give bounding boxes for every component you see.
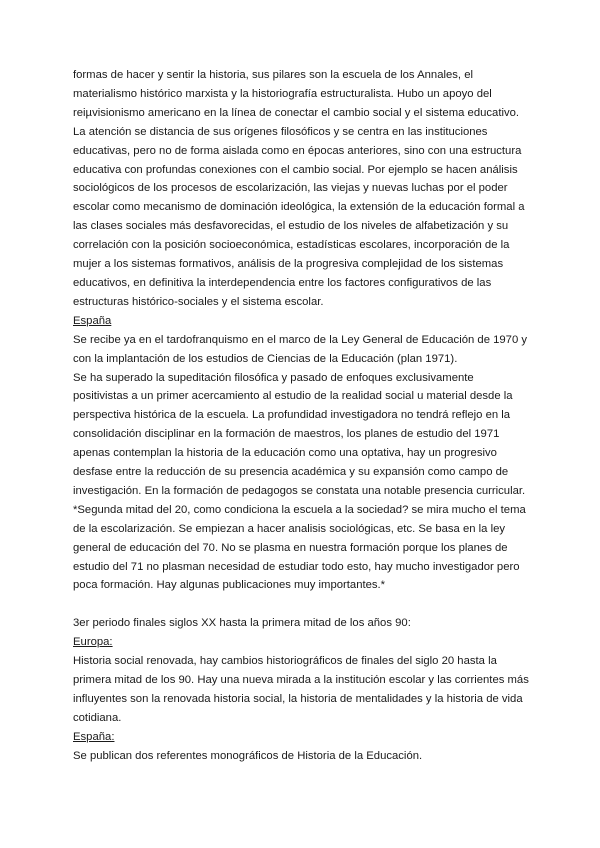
heading-europa: Europa:	[73, 636, 113, 649]
paragraph-espana-monographs: Se publican dos referentes monográficos de Historia de la Educación.	[73, 749, 423, 762]
paragraph-espana-law: Se recibe ya en el tardofranquismo en el marco de la Ley General de Educación de 1970 y con la implantación de los estudios de Ciencias de la Educación (plan 1971).	[73, 333, 528, 365]
period-3-title: 3er periodo finales siglos XX hasta la primera mitad de los años 90:	[73, 617, 411, 630]
blank-line	[73, 595, 529, 614]
document-page	[73, 66, 529, 766]
paragraph-europa: Historia social renovada, hay cambios historiográficos de finales del siglo 20 hasta la primera mitad de los 90. Hay una nueva mirada a la institución escolar y las corrientes más influyentes son la renovada historia social, la historia de mentalidades y la historia de vida cotidiana.	[73, 655, 529, 724]
heading-espana-2: España:	[73, 730, 115, 743]
heading-espana: España	[73, 314, 112, 327]
paragraph-espana-analysis: Se ha superado la supeditación filosófica y pasado de enfoques exclusivamente positivistas a un primer acercamiento al estudio de la realidad social u material desde la perspectiva histórica de la escuela. La profundidad investigadora no tendrá reflejo en la consolidación disciplinar en la formación de maestros, los planes de estudio del 1971 apenas contemplan la historia de la educación como una optativa, hay un progresivo desfase entre la reducción de su presencia académica y su expansión como campo de investigación. En la formación de pedagogos se constata una notable presencia curricular.	[73, 371, 526, 497]
paragraph-quote-note: *Segunda mitad del 20, como condiciona la escuela a la sociedad? se mira mucho el tema de la escolarización. Se empiezan a hacer analisis sociológicas, etc. Se basa en la ley general de educación del 70. No se plasma en nuestra formación porque los planes de estudio del 71 no plasman necesidad de estudiar todo esto, hay mucho investigador pero poca formación. Hay algunas publicaciones muy importantes.*	[73, 503, 526, 592]
paragraph-intro: formas de hacer y sentir la historia, sus pilares son la escuela de los Annales, el materialismo histórico marxista y la historiografía estructuralista. Hubo un apoyo del reiµvisionismo americano en la línea de conectar el cambio social y el sistema educativo. La atención se distancia de sus orígenes filosóficos y se centra en las instituciones educativas, pero no de forma aislada como en épocas anteriores, sino con una estructura educativa con profundas conexiones con el cambio social. Por ejemplo se hacen análisis sociológicos de los procesos de escolarización, las viejas y nuevas luchas por el poder escolar como mecanismo de dominación ideológica, la extensión de la educación formal a las clases sociales más desfavorecidas, el estudio de los niveles de alfabetización y su correlación con la posición socioeconómica, estadísticas escolares, incorporación de la mujer a los sistemas formativos, análisis de la progresiva complejidad de los sistemas educativos, en definitiva la interdependencia entre los factores configurativos de las estructuras histórico-sociales y el sistema escolar.	[73, 69, 525, 308]
